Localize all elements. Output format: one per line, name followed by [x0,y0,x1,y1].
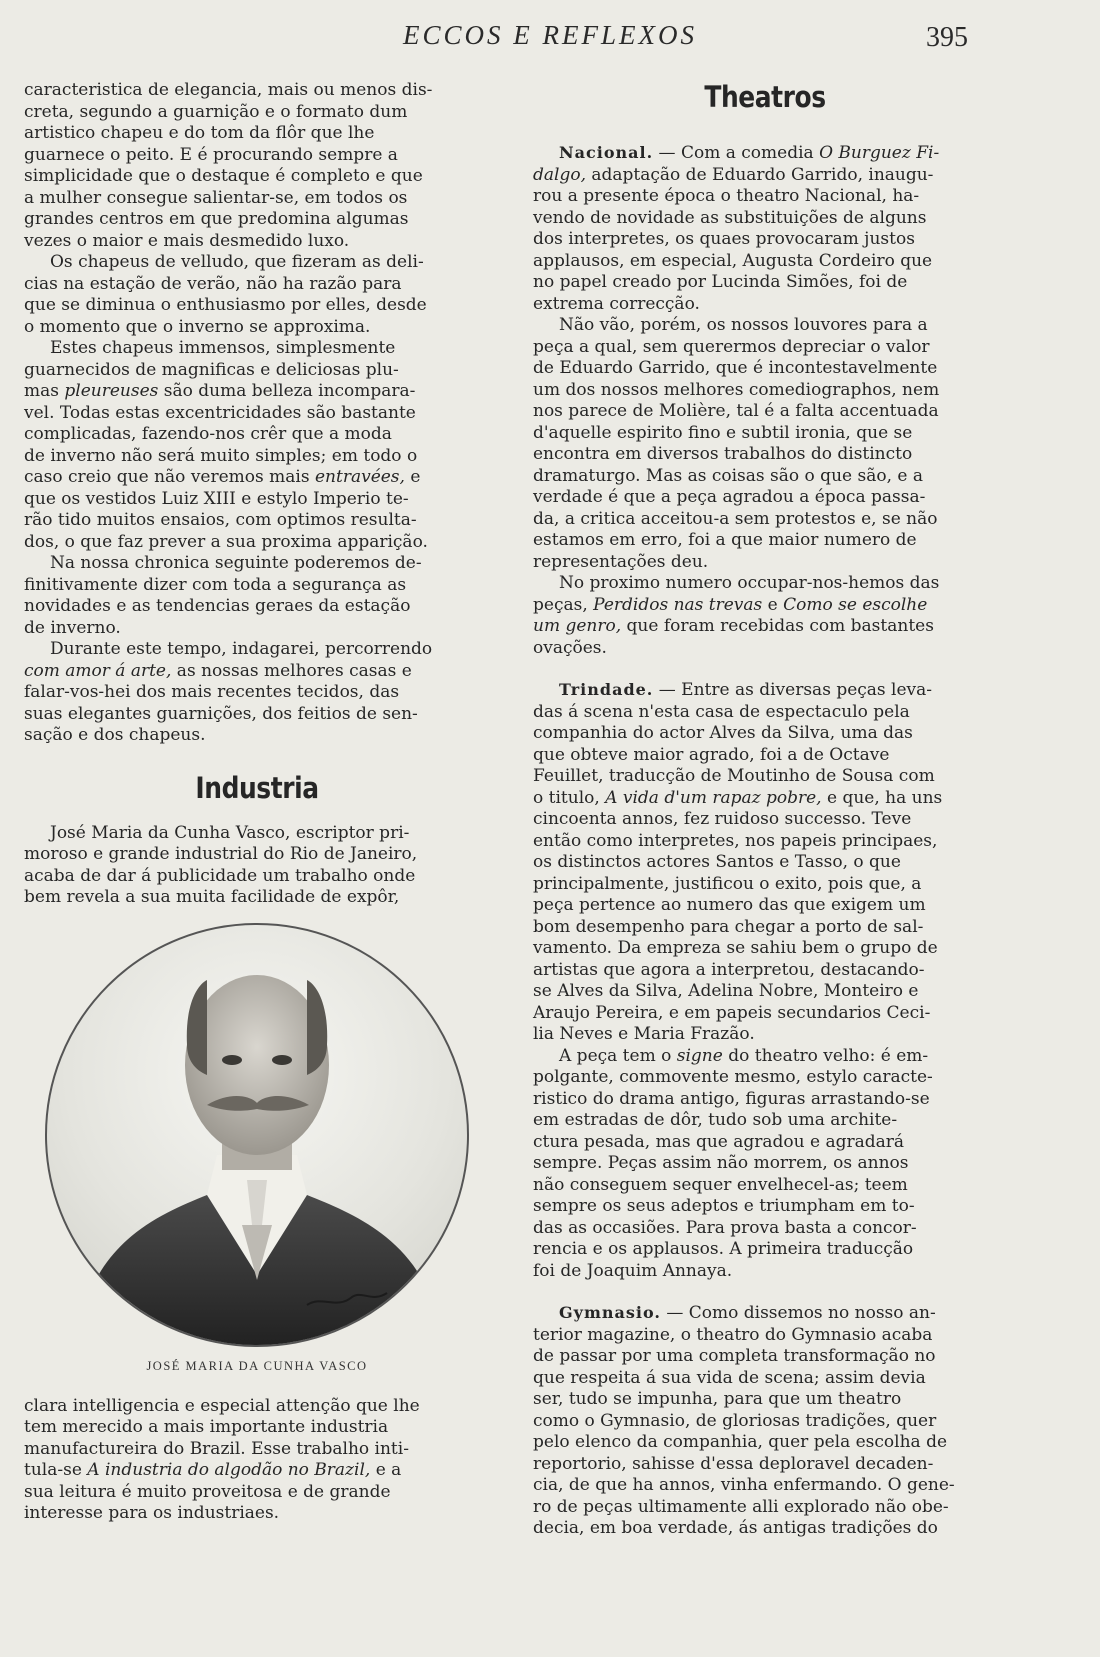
paragraph-moliere: Não vão, porém, os nossos louvores para a peça a qual, sem querermos depreciar o valor de Eduardo Garrido, que é incontestavelmente um dos nossos melhores comediographos, nem nos parece de Molière, tal é a falta accentuada d'aquelle espirito fino e subtil ironia, que se encontra em diversos trabalhos do distincto dramaturgo. Mas as coisas são o que são, e a verdade é que a peça agradou a época passa- da, a critica acceitou-a sem protestos e, se não estamos em erro, foi a que maior numero de representações deu. [533,315,940,572]
paragraph-trindade: Trindade. — Entre as diversas peças leva- das á scena n'esta casa de espectaculo pela companhia do actor Alves da Silva, uma das que obteve maior agrado, foi a de Octave Feuillet, traducção de Moutinho de Sousa com o titulo, A vida d'um rapaz pobre, e que, ha uns cincoenta annos, fez ruidoso successo. Teve então como interpretes, nos papeis principaes, os distinctos actores Santos e Tasso, o que principalmente, justificou o exito, pois que, a peça pertence ao numero das que exigem um bom desempenho para chegar a porto de sal- vamento. Da empreza se sahiu bem o grupo de artistas que agora a interpretou, destacando- se Alves da Silva, Adelina Nobre, Monteiro e Araujo Pereira, e em papeis secundarios Ceci- lia Neves e Maria Frazão. [533,680,943,1044]
lead-in-gymnasio: Gymnasio. [559,1303,661,1322]
section-title-theatros: Theatros [704,80,826,114]
paragraph-cunha-vasco: José Maria da Cunha Vasco, escriptor pri- moroso e grande industrial do Rio de Janeiro, acaba de dar á publicidade um trabalho onde bem revela a sua muita facilidade de expôr, [24,822,418,907]
paragraph-velvet-hats: Os chapeus de velludo, que fizeram as deli- cias na estação de verão, não ha razão para que se diminua o enthusiasmo por elles, desde o momento que o inverno se approxima. [24,252,427,337]
portrait-illustration [47,925,467,1345]
paragraph-next-number: No proximo numero occupar-nos-hemos das peças, Perdidos nas trevas e Como se escolhe um genro, que foram recebidas com bastantes ovações. [533,573,940,658]
paragraph-immense-hats: Estes chapeus immensos, simplesmente guarnecidos de magnificas e deliciosas plu- mas pleureuses são duma belleza incompara- vel. Todas estas excentricidades são bastante complicadas, fazendo-nos crêr que a moda de inverno não será muito simples; em todo o caso creio que não veremos mais entravées, e que os vestidos Luiz XIII e estylo Imperio te- rão tido muitos ensaios, com optimos resulta- dos, o que faz prever a sua proxima apparição. [24,338,428,552]
page-number: 395 [926,22,968,53]
section-title-industria: Industria [195,770,319,805]
portrait-photo [45,923,469,1347]
paragraph-nacional: Nacional. — Com a comedia O Burguez Fi- dalgo, adaptação de Eduardo Garrido, inaugu- rou a presente época o theatro Nacional, ha- vendo de novidade as substituições de alguns dos interpretes, os quaes provocaram justos applausos, em especial, Augusta Cordeiro que no papel creado por Lucinda Simões, foi de extrema correcção. [533,143,940,314]
paragraph-next-chronicle: Na nossa chronica seguinte poderemos de- finitivamente dizer com toda a segurança as novidades e as tendencias geraes da estação de inverno. [24,553,422,638]
right-column [533,80,997,1540]
paragraph-signe: A peça tem o signe do theatro velho: é em- polgante, commovente mesmo, estylo caracte- ristico do drama antigo, figuras arrastando-se em estradas de dôr, tudo sob uma archite- ctura pesada, mas que agradou e agradará sempre. Peças assim não morrem, os annos não conseguem sequer envelhecel-as; teem sempre os seus adeptos e triumpham em to- das as occasiões. Para prova basta a concor- rencia e os applausos. A primeira traducção foi de Joaquim Annaya. [533,1045,933,1281]
left-column [24,80,490,1525]
paragraph-gymnasio: Gymnasio. — Como dissemos no nosso an- terior magazine, o theatro do Gymnasio acaba de passar por uma completa transformação no que respeita á sua vida de scena; assim devia ser, tudo se impunha, para que um theatro como o Gymnasio, de gloriosas tradições, quer pelo elenco da companhia, quer pela escolha de reportorio, sahisse d'essa deploravel decaden- cia, de que ha annos, vinha enfermando. O gene- ro de peças ultimamente alli explorado não obe- decia, em boa verdade, ás antigas tradições do [533,1303,955,1538]
lead-in-trindade: Trindade. [559,680,654,699]
paragraph-cotton-industry: clara intelligencia e especial attenção que lhe tem merecido a mais importante industria manufactureira do Brazil. Esse trabalho inti- tula-se A industria do algodão no Brazil, e a sua leitura é muito proveitosa e de grande interesse para os industriaes. [24,1395,420,1523]
portrait-caption: JOSÉ MARIA DA CUNHA VASCO [146,1358,368,1373]
running-title: ECCOS E REFLEXOS [403,20,697,50]
lead-in-nacional: Nacional. [559,143,654,162]
paragraph-meanwhile: Durante este tempo, indagarei, percorrendo com amor á arte, as nossas melhores casas e falar-vos-hei dos mais recentes tecidos, das suas elegantes guarnições, dos feitios de sen- sação e dos chapeus. [24,639,433,745]
paragraph-hats-elegance: caracteristica de elegancia, mais ou menos dis- creta, segundo a guarnição e o formato dum artistico chapeu e do tom da flôr que lhe guarnece o peito. E é procurando sempre a simplicidade que o destaque é completo e que a mulher consegue salientar-se, em todos os grandes centros em que predomina algumas vezes o maior e mais desmedido luxo. [24,80,433,251]
